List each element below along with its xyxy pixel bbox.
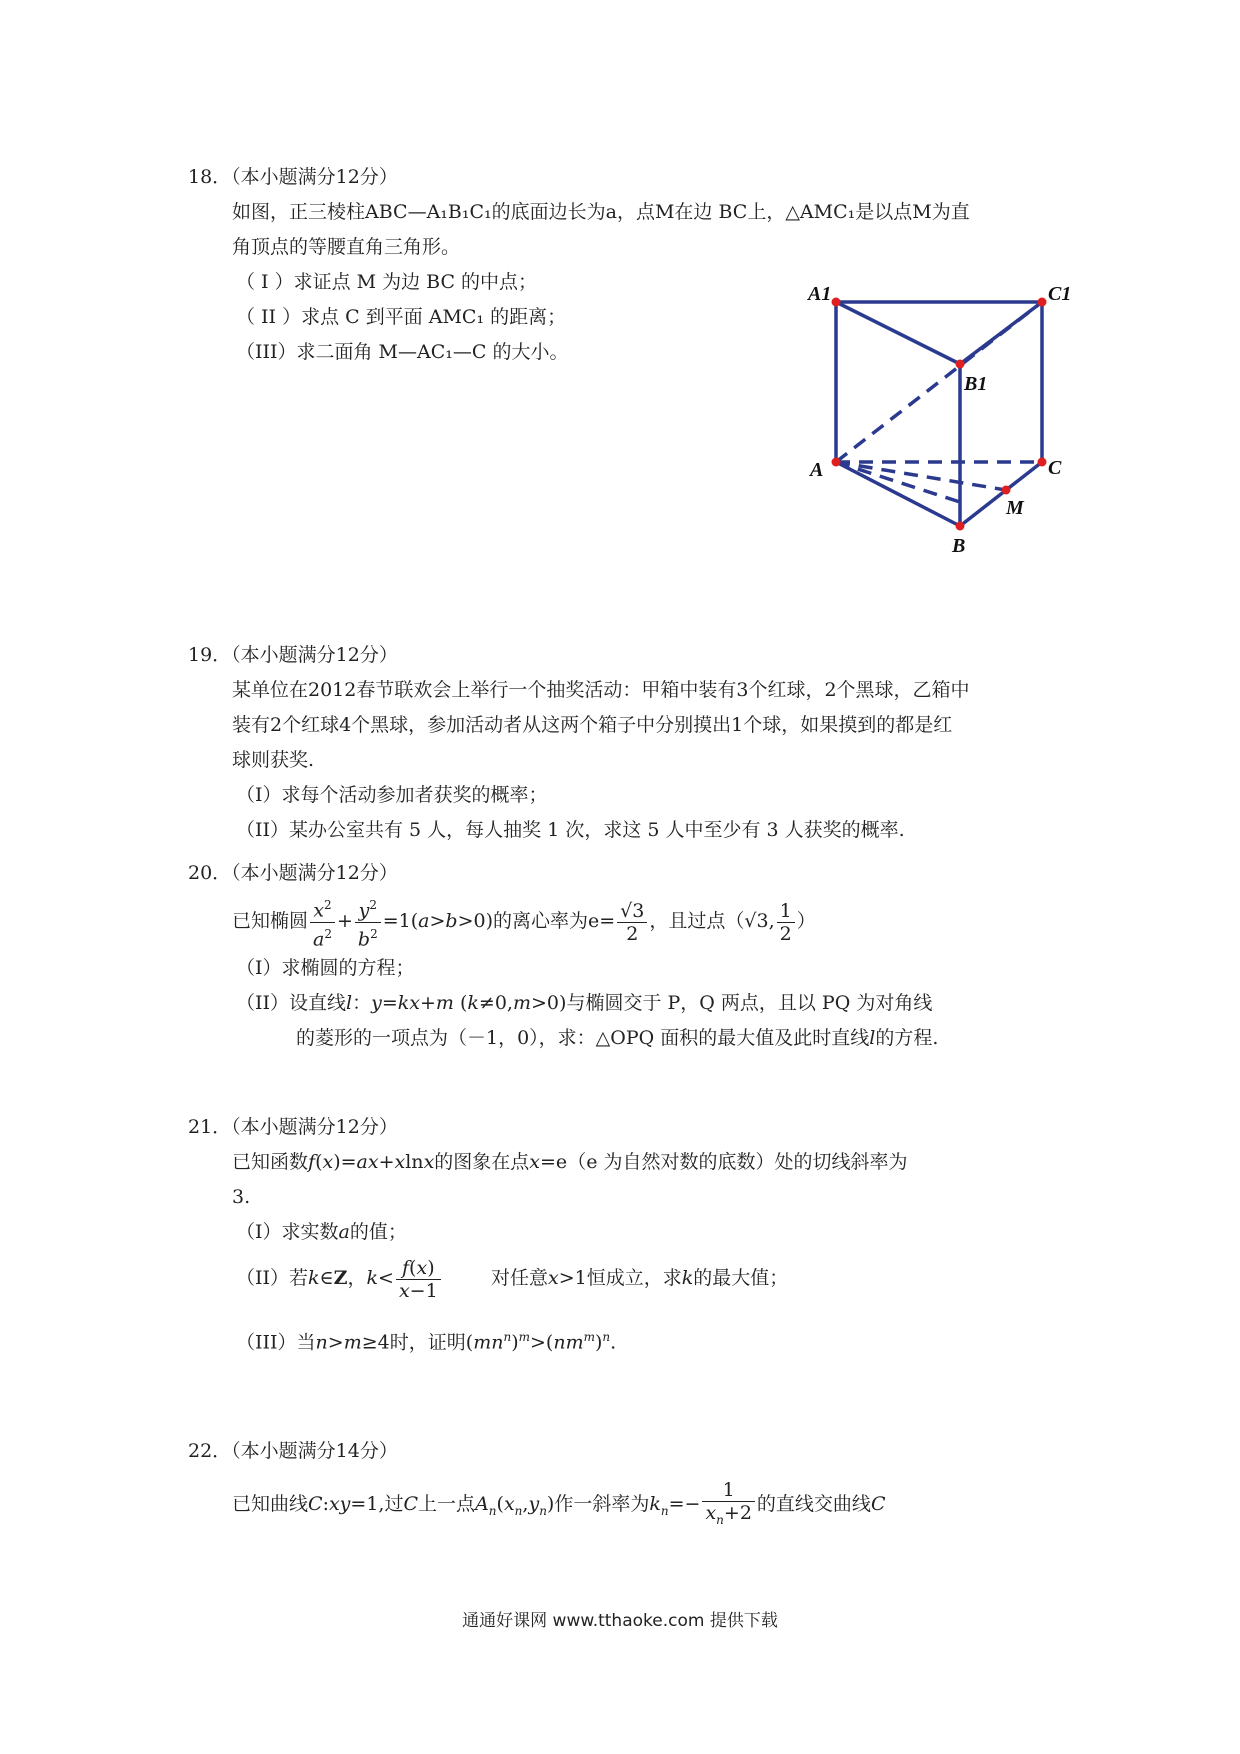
page-footer: 通通好课网 www.tthaoke.com 提供下载 (462, 1611, 778, 1631)
question-19-part1: （I）求每个活动参加者获奖的概率； (236, 784, 548, 806)
question-21-heading: 21．（本小题满分12分） (188, 1116, 398, 1138)
label-B: B (952, 535, 966, 557)
fraction-1-over-2: $\frac{1}{2}$ (777, 900, 795, 945)
label-B1: B1 (964, 373, 988, 395)
question-20-heading: 20．（本小题满分12分） (188, 862, 398, 884)
question-18-part1: （ I ）求证点 M 为边 BC 的中点； (236, 271, 538, 293)
fraction-sqrt3-over-2: $\frac{√3}{2}$ (617, 900, 647, 945)
prism-solid-edges (836, 302, 1042, 526)
label-C: C (1048, 457, 1062, 479)
question-22-text-line1: 已知曲线C:xy=1,过C上一点$A_n(x_n,y_n)$作一斜率为$k_n=-$ $\frac{1}{x_n+2}$ 的直线交曲线C (188, 1469, 1068, 1546)
question-21-text-line1: 已知函数f(x)=ax+xlnx的图象在点x=e（e 为自然对数的底数）处的切线斜率为 (232, 1151, 908, 1173)
label-C1: C1 (1048, 283, 1072, 305)
question-20-part1: （I）求椭圆的方程； (236, 957, 415, 979)
question-20-part2-line2: 的菱形的一项点为（－1，0），求：△OPQ 面积的最大值及此时直线l的方程. (296, 1027, 939, 1049)
fraction-y2-over-b2: $\frac{y^2}{b^2}$ (355, 894, 381, 950)
question-20-text-line1: 已知椭圆 $\frac{x^2}{a^2}$ + $\frac{y^2}{b^2}$ =1(a>b>0)的离心率为e= $\frac{√3}{2}$ ，且过点（√3, $\frac{1}{2}$ ） (188, 891, 1068, 951)
question-19-text-line1: 某单位在2012春节联欢会上举行一个抽奖活动：甲箱中装有3个红球，2个黑球，乙箱中 (232, 679, 970, 701)
question-22 (188, 1434, 1068, 1546)
question-21-part1: （I）求实数a的值； (236, 1221, 407, 1243)
question-21-part3: （III）当n>m≥4时，证明$(mn^n)^m>(nm^m)^n$. (236, 1330, 617, 1354)
label-M: M (1006, 497, 1024, 519)
question-21-part2: （II）若k∈Z，k< $\frac{f(x)}{x-1}$ 对任意x>1恒成立，求k的最大值； (236, 1256, 789, 1302)
question-18-part3: （III）求二面角 M—AC₁—C 的大小。 (236, 341, 569, 363)
question-20 (188, 856, 1068, 1056)
question-22-heading: 22．（本小题满分14分） (188, 1440, 398, 1462)
question-18-text-line1: 如图，正三棱柱ABC—A₁B₁C₁的底面边长为a，点M在边 BC上，△AMC₁是以点M为直 (232, 201, 970, 223)
question-19-heading: 19．（本小题满分12分） (188, 644, 398, 666)
fraction-fx-over-x-minus-1: $\frac{f(x)}{x-1}$ (396, 1257, 441, 1302)
question-19-text-line3: 球则获奖. (232, 749, 315, 771)
prism-figure (800, 260, 1100, 560)
question-18-part2: （ II ）求点 C 到平面 AMC₁ 的距离； (236, 306, 567, 328)
label-A1: A1 (808, 283, 832, 305)
question-20-part2: （II）设直线l：y=kx+m (k≠0,m>0)与椭圆交于 P，Q 两点，且以 PQ 为对角线 (236, 992, 933, 1014)
question-19-part2: （II）某办公室共有 5 人，每人抽奖 1 次，求这 5 人中至少有 3 人获奖的概率. (236, 819, 905, 841)
question-18-text-line2: 角顶点的等腰直角三角形。 (232, 236, 461, 258)
prism-hidden-edges (836, 302, 1042, 502)
fraction-1-over-xn-plus-2: $\frac{1}{x_n+2}$ (702, 1479, 754, 1531)
question-18-heading: 18．（本小题满分12分） (188, 166, 398, 188)
question-19 (188, 638, 1068, 848)
label-A: A (810, 459, 824, 481)
question-21 (188, 1110, 1068, 1360)
prism-vertices (832, 298, 1047, 531)
question-19-text-line2: 装有2个红球4个黑球，参加活动者从这两个箱子中分别摸出1个球，如果摸到的都是红 (232, 714, 953, 736)
question-21-text-line2: 3. (232, 1186, 251, 1208)
fraction-x2-over-a2: $\frac{x^2}{a^2}$ (310, 894, 335, 950)
